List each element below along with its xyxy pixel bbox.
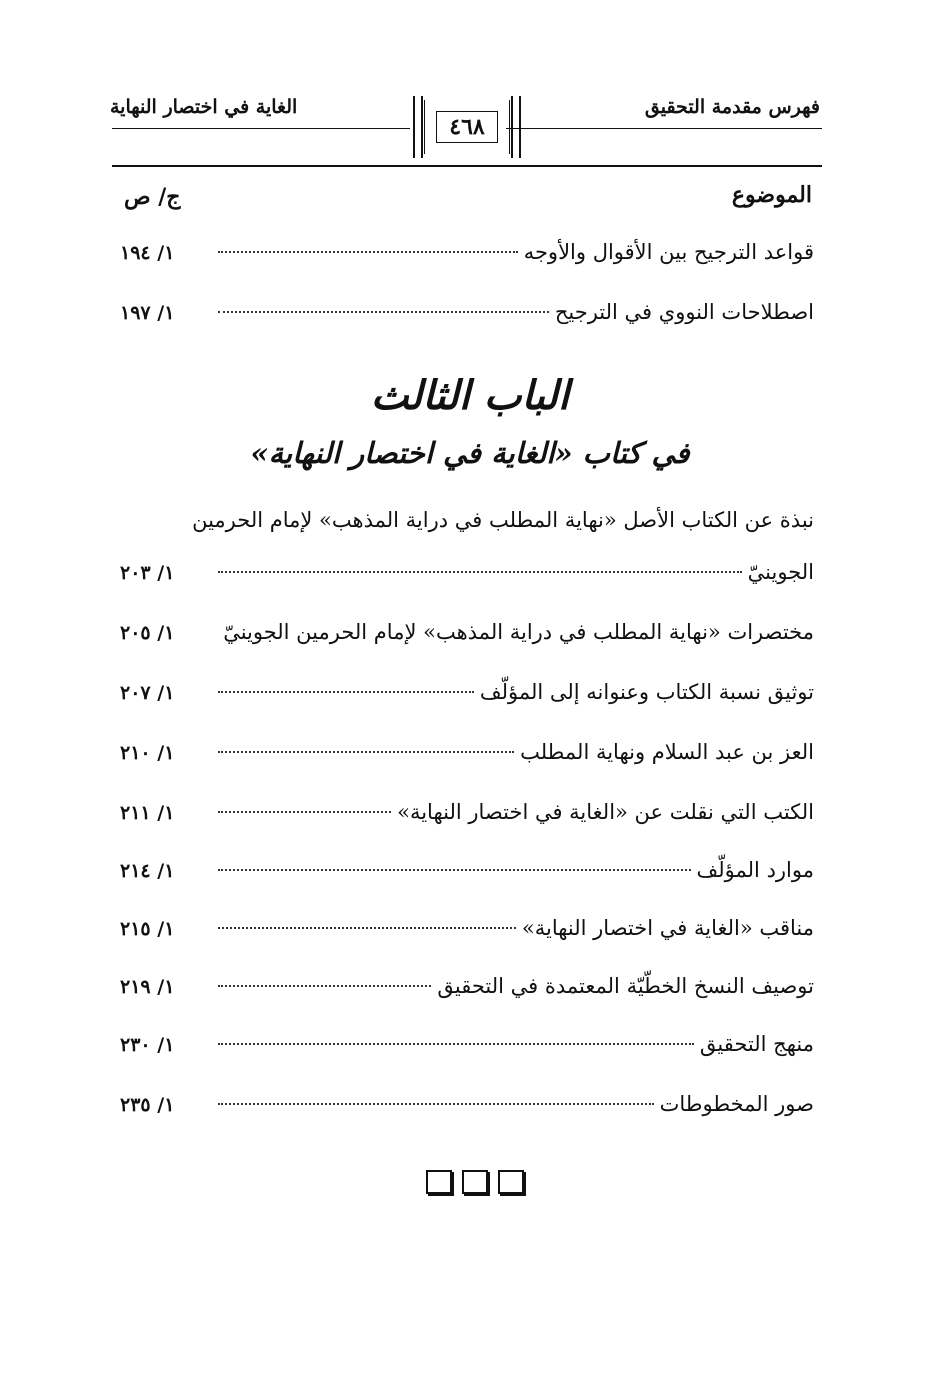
page-number-frame [422, 100, 512, 154]
toc-entry-page: ١/ ٢١٤ [120, 860, 175, 882]
section-end-ornament [426, 1170, 524, 1194]
column-head-topic: الموضوع [731, 182, 812, 208]
toc-entry-title: اصطلاحات النووي في الترجيح [554, 300, 814, 324]
header-rule-right [506, 128, 822, 129]
leader-dots [218, 570, 742, 573]
toc-entry-title: صور المخطوطات [659, 1092, 814, 1116]
leader-dots [218, 868, 691, 871]
toc-entry-page: ١/ ٢١٥ [120, 918, 175, 940]
toc-entry [120, 620, 814, 660]
running-header-section: فهرس مقدمة التحقيق [644, 96, 820, 118]
toc-entry-page: ١/ ١٩٤ [120, 242, 175, 264]
column-head-page: ج/ ص [124, 184, 181, 210]
header-divider [112, 165, 822, 167]
toc-entry-title: توثيق نسبة الكتاب وعنوانه إلى المؤلّف [479, 680, 814, 704]
toc-entry-title: منهج التحقيق [699, 1032, 814, 1056]
toc-entry-title: العز بن عبد السلام ونهاية المطلب [520, 740, 814, 764]
toc-entry-title: الكتب التي نقلت عن «الغاية في اختصار النهاية» [397, 800, 814, 824]
toc-entry-title: توصيف النسخ الخطّيّة المعتمدة في التحقيق [437, 974, 814, 998]
toc-entry-title: موارد المؤلّف [696, 858, 814, 882]
toc-entry [120, 800, 814, 840]
toc-entry [120, 916, 814, 956]
toc-entry [120, 1032, 814, 1072]
toc-entry-page: ١/ ٢١٩ [120, 976, 175, 998]
toc-entry-page: ١/ ٢٠٥ [120, 622, 175, 644]
leader-dots [218, 250, 518, 253]
leader-dots [218, 984, 431, 987]
toc-entry [120, 680, 814, 720]
square-ornament-icon [498, 1170, 524, 1194]
toc-entry-page: ١/ ٢٣٥ [120, 1094, 175, 1116]
toc-entry-title: مختصرات «نهاية المطلب في دراية المذهب» لإمام الحرمين الجوينيّ [223, 620, 814, 644]
leader-dots [218, 1102, 654, 1105]
toc-entry [120, 740, 814, 780]
toc-entry-page: ١/ ٢١٠ [120, 742, 175, 764]
page-number: ٤٦٨ [436, 111, 497, 143]
leader-dots [218, 690, 474, 693]
header-rule-left [112, 128, 410, 129]
toc-entry-page: ١/ ٢١١ [120, 802, 175, 824]
leader-dots [218, 750, 514, 753]
square-ornament-icon [426, 1170, 452, 1194]
toc-entry [120, 560, 814, 600]
toc-entry [120, 974, 814, 1014]
toc-entry-title: قواعد الترجيح بين الأقوال والأوجه [523, 240, 814, 264]
toc-entry-page: ١/ ٢٣٠ [120, 1034, 175, 1056]
toc-entry-line1: نبذة عن الكتاب الأصل «نهاية المطلب في دراية المذهب» لإمام الحرمين [192, 508, 814, 532]
chapter-subtitle: في كتاب «الغاية في اختصار النهاية» [250, 436, 690, 470]
toc-entry-title: الجوينيّ [747, 560, 814, 584]
leader-dots [218, 1042, 694, 1045]
toc-entry-page: ١/ ٢٠٣ [120, 562, 175, 584]
toc-entry [120, 300, 814, 340]
leader-dots [218, 810, 391, 813]
running-header-book-title: الغاية في اختصار النهاية [110, 96, 298, 118]
leader-dots [218, 310, 549, 313]
toc-entry [120, 1092, 814, 1132]
toc-entry-page: ١/ ٢٠٧ [120, 682, 175, 704]
toc-entry-title: مناقب «الغاية في اختصار النهاية» [521, 916, 814, 940]
chapter-title: الباب الثالث [370, 372, 570, 419]
toc-entry-page: ١/ ١٩٧ [120, 302, 175, 324]
toc-entry [120, 240, 814, 280]
square-ornament-icon [462, 1170, 488, 1194]
leader-dots [218, 926, 516, 929]
toc-entry [120, 858, 814, 898]
